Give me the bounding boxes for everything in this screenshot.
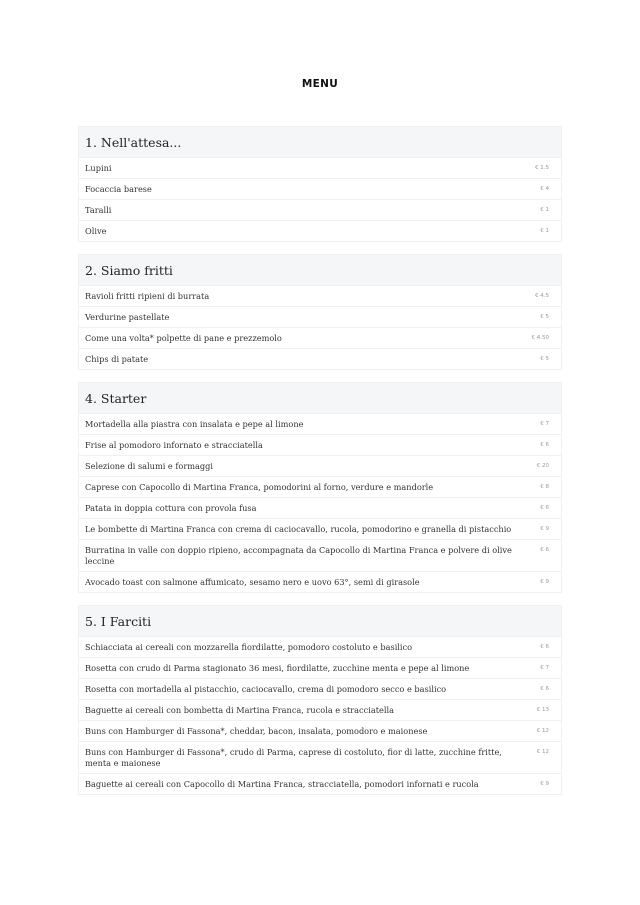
menu-item-name: Selezione di salumi e formaggi (85, 461, 213, 471)
menu-item-name: Burratina in valle con doppio ripieno, accompagnata da Capocollo di Martina Franca e polvere di olive leccine (85, 545, 512, 566)
menu-item-name: Rosetta con mortadella al pistacchio, caciocavallo, crema di pomodoro secco e basilico (85, 684, 447, 694)
menu-item-price: € 9 (540, 579, 549, 585)
menu-item-name: Caprese con Capocollo di Martina Franca, pomodorini al forno, verdure e mandorle (85, 482, 434, 492)
page-title: MENU (301, 78, 339, 90)
menu-item (79, 699, 561, 720)
menu-item-price: € 20 (536, 463, 549, 469)
menu-item-name: Focaccia barese (85, 184, 152, 194)
menu-item-name: Taralli (85, 205, 112, 215)
menu-item-name: Schiacciata ai cereali con mozzarella fiordilatte, pomodoro costoluto e basilico (85, 642, 413, 652)
menu-item (79, 571, 561, 592)
menu-item-price: € 1.5 (535, 165, 549, 171)
menu-item-price: € 12 (536, 728, 549, 734)
menu-item-name: Rosetta con crudo di Parma stagionato 36 mesi, fiordilatte, zucchine menta e pepe al limone (85, 663, 470, 673)
menu-item-price: € 7 (540, 421, 549, 427)
menu-item-price: € 6 (540, 686, 549, 692)
menu-item-price: € 9 (540, 526, 549, 532)
menu-item (79, 539, 561, 571)
menu-item (79, 657, 561, 678)
section-heading: 5. I Farciti (79, 606, 561, 636)
menu-item-name: Chips di patate (85, 354, 149, 364)
menu-item-name: Baguette ai cereali con bombetta di Martina Franca, rucola e stracciatella (85, 705, 394, 715)
menu-list (78, 126, 562, 807)
menu-item-name: Ravioli fritti ripieni di burrata (85, 291, 210, 301)
menu-section (78, 605, 562, 795)
menu-item-price: € 4 (540, 186, 549, 192)
menu-item (79, 348, 561, 369)
menu-item-price: € 4.5 (535, 293, 549, 299)
section-heading: 1. Nell'attesa... (79, 127, 561, 157)
menu-section (78, 382, 562, 593)
menu-item (79, 178, 561, 199)
menu-item-name: Mortadella alla piastra con insalata e pepe al limone (85, 419, 304, 429)
menu-item-price: € 8 (540, 484, 549, 490)
menu-item (79, 199, 561, 220)
menu-item-name: Lupini (85, 163, 112, 173)
menu-item-price: € 1 (540, 207, 549, 213)
menu-item (79, 157, 561, 178)
menu-item-name: Baguette ai cereali con Capocollo di Martina Franca, stracciatella, pomodori infornati e rucola (85, 779, 479, 789)
menu-item (79, 636, 561, 657)
menu-item-price: € 5 (540, 314, 549, 320)
menu-item-name: Verdurine pastellate (85, 312, 170, 322)
menu-item-name: Avocado toast con salmone affumicato, sesamo nero e uovo 63°, semi di girasole (85, 577, 420, 587)
menu-item (79, 518, 561, 539)
menu-item-price: € 1 (540, 228, 549, 234)
menu-item (79, 741, 561, 773)
section-heading: 2. Siamo fritti (79, 255, 561, 285)
menu-item-price: € 13 (536, 707, 549, 713)
menu-item (79, 455, 561, 476)
menu-item (79, 678, 561, 699)
menu-item-price: € 5 (540, 356, 549, 362)
menu-item-name: Buns con Hamburger di Fassona*, cheddar, bacon, insalata, pomodoro e maionese (85, 726, 428, 736)
menu-item (79, 306, 561, 327)
menu-item-price: € 6 (540, 644, 549, 650)
menu-item (79, 327, 561, 348)
menu-item-name: Patata in doppia cottura con provola fusa (85, 503, 257, 513)
menu-item-price: € 6 (540, 547, 549, 553)
menu-item-name: Le bombette di Martina Franca con crema di caciocavallo, rucola, pomodorino e granella di pistacchio (85, 524, 512, 534)
menu-item (79, 476, 561, 497)
menu-item-name: Buns con Hamburger di Fassona*, crudo di Parma, caprese di costoluto, fior di latte, zucchine fritte, menta e maionese (85, 747, 502, 768)
menu-item-name: Olive (85, 226, 107, 236)
menu-item (79, 434, 561, 455)
menu-item-name: Frise al pomodoro infornato e stracciatella (85, 440, 263, 450)
menu-item (79, 413, 561, 434)
menu-item-name: Come una volta* polpette di pane e prezzemolo (85, 333, 282, 343)
menu-item (79, 497, 561, 518)
menu-item-price: € 6 (540, 442, 549, 448)
menu-item (79, 220, 561, 241)
menu-item-price: € 12 (536, 749, 549, 755)
menu-item-price: € 6 (540, 505, 549, 511)
menu-item-price: € 4.50 (531, 335, 549, 341)
menu-item (79, 773, 561, 794)
menu-section (78, 254, 562, 370)
menu-item-price: € 7 (540, 665, 549, 671)
menu-section (78, 126, 562, 242)
menu-item (79, 720, 561, 741)
menu-item-price: € 9 (540, 781, 549, 787)
menu-item (79, 285, 561, 306)
section-heading: 4. Starter (79, 383, 561, 413)
